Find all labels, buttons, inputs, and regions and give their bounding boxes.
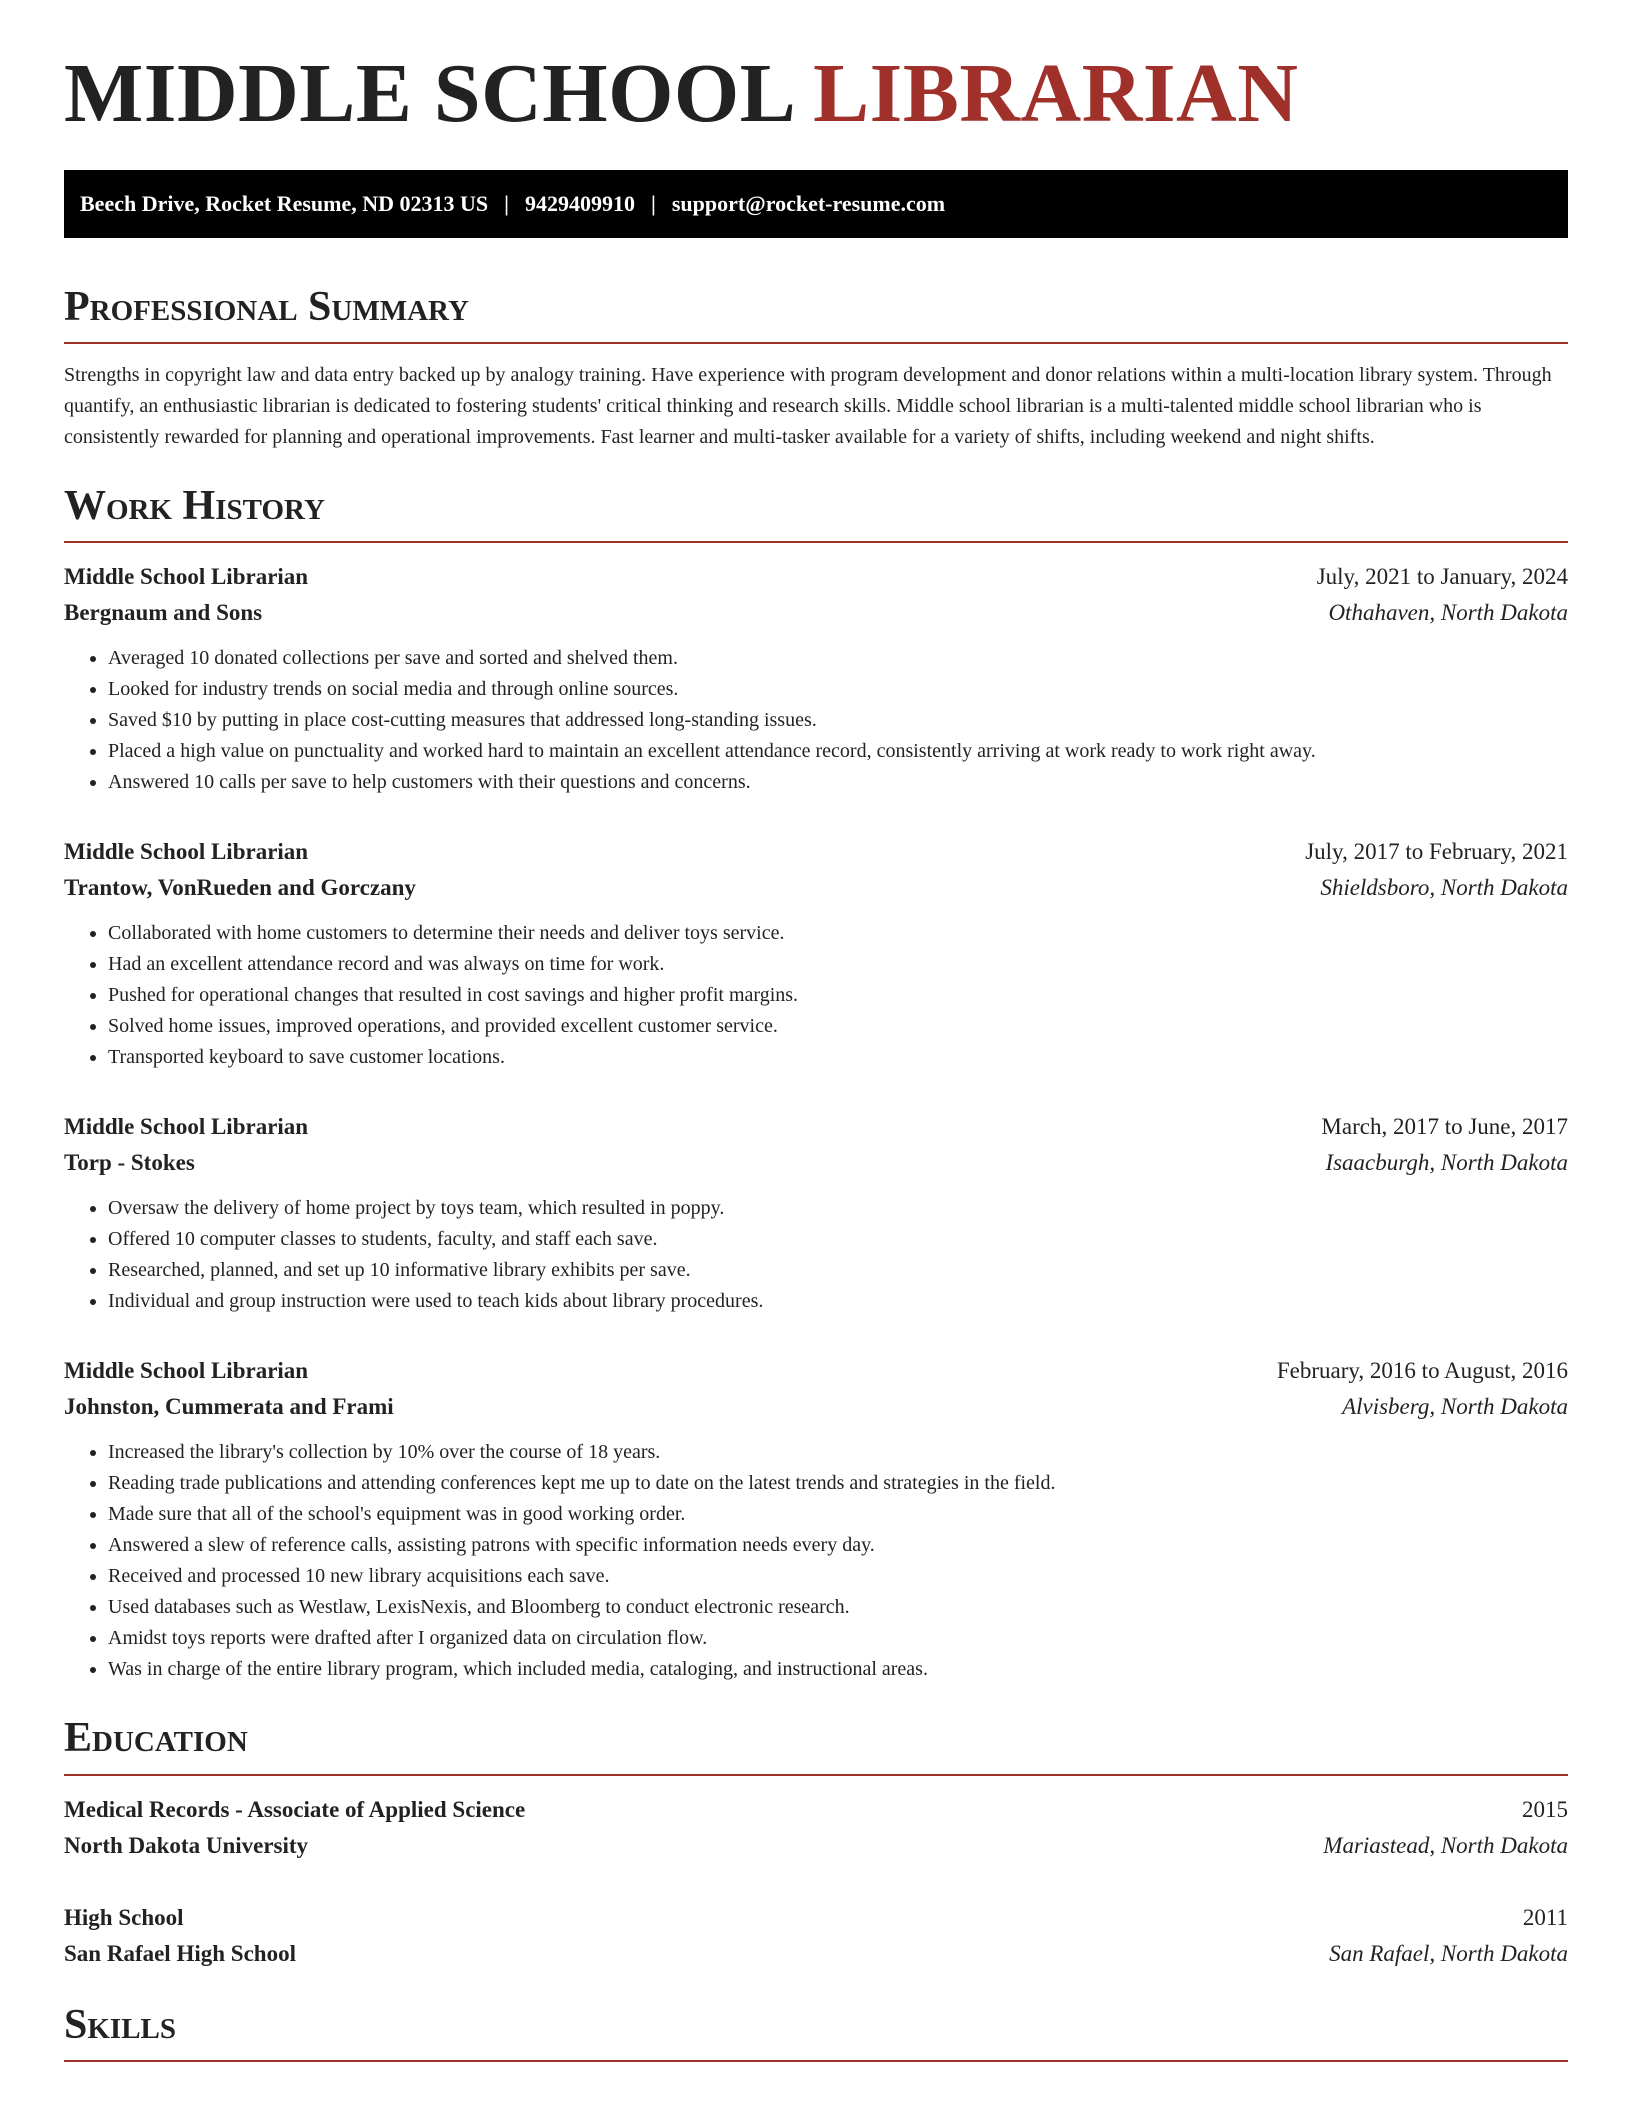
list-item: • Answered a slew of reference calls, assisting patrons with specific information needs every day.	[108, 1530, 1568, 1561]
name-last: LIBRARIAN	[813, 47, 1299, 140]
job-entry	[64, 559, 1568, 798]
summary-section	[64, 284, 1568, 453]
job-bullets	[64, 1437, 1568, 1685]
education-location: San Rafael, North Dakota	[1329, 1940, 1568, 1966]
list-item: • Placed a high value on punctuality and worked hard to maintain an excellent attendance record, consistently arriving at work ready to work right away.	[108, 736, 1568, 767]
list-item: • Oversaw the delivery of home project by toys team, which resulted in poppy.	[108, 1193, 1568, 1224]
job-company: Johnston, Cummerata and Frami	[64, 1394, 394, 1420]
list-item: • Offered 10 computer classes to students, faculty, and staff each save.	[108, 1224, 1568, 1255]
work-history-title: Work History	[64, 483, 1568, 543]
education-school: San Rafael High School	[64, 1940, 296, 1966]
contact-separator: |	[651, 191, 656, 216]
summary-title: Professional Summary	[64, 284, 1568, 344]
list-item: • Reading trade publications and attending conferences kept me up to date on the latest trends and strategies in the field.	[108, 1468, 1568, 1499]
job-location: Isaacburgh, North Dakota	[1325, 1150, 1568, 1176]
job-dates: July, 2017 to February, 2021	[1305, 839, 1568, 865]
skills-title: Skills	[64, 2002, 1568, 2062]
skills-section	[64, 2002, 1568, 2062]
job-entry	[64, 1353, 1568, 1685]
contact-email: support@rocket-resume.com	[671, 191, 946, 216]
name-first: MIDDLE SCHOOL	[64, 47, 792, 140]
job-location: Othahaven, North Dakota	[1328, 600, 1568, 626]
list-item: • Researched, planned, and set up 10 informative library exhibits per save.	[108, 1255, 1568, 1286]
education-title: Education	[64, 1715, 1568, 1775]
job-location: Alvisberg, North Dakota	[1342, 1394, 1568, 1420]
list-item: • Had an excellent attendance record and was always on time for work.	[108, 949, 1568, 980]
education-section	[64, 1715, 1568, 1971]
job-role: Middle School Librarian	[64, 1114, 309, 1140]
list-item: • Solved home issues, improved operations, and provided excellent customer service.	[108, 1011, 1568, 1042]
job-bullets	[64, 1193, 1568, 1317]
contact-bar	[64, 170, 1568, 238]
work-history-section	[64, 483, 1568, 1685]
resume-name	[64, 47, 1568, 140]
list-item: • Answered 10 calls per save to help customers with their questions and concerns.	[108, 767, 1568, 798]
education-entry	[64, 1900, 1568, 1972]
education-year: 2011	[1522, 1904, 1568, 1930]
education-entry	[64, 1792, 1568, 1864]
job-company: Bergnaum and Sons	[64, 600, 263, 626]
list-item: • Made sure that all of the school's equipment was in good working order.	[108, 1499, 1568, 1530]
list-item: • Received and processed 10 new library acquisitions each save.	[108, 1561, 1568, 1592]
contact-phone: 9429409910	[525, 191, 636, 216]
list-item: • Was in charge of the entire library program, which included media, cataloging, and instructional areas.	[108, 1654, 1568, 1685]
list-item: • Increased the library's collection by 10% over the course of 18 years.	[108, 1437, 1568, 1468]
job-role: Middle School Librarian	[64, 1358, 309, 1384]
education-school: North Dakota University	[64, 1832, 309, 1858]
summary-text: Strengths in copyright law and data entry backed up by analogy training. Have experience with program development and donor relations within a multi-location library system. Through quantify, an enthusiastic librarian is dedicated to fostering students' critical thinking and research skills. Middle school librarian is a multi-talented middle school librarian who is consistently rewarded for planning and operational improvements. Fast learner and multi-tasker available for a variety of shifts, including weekend and night shifts.	[64, 364, 1552, 449]
list-item: • Amidst toys reports were drafted after I organized data on circulation flow.	[108, 1623, 1568, 1654]
education-degree: Medical Records - Associate of Applied Science	[64, 1796, 526, 1822]
list-item: • Looked for industry trends on social media and through online sources.	[108, 674, 1568, 705]
list-item: • Collaborated with home customers to determine their needs and deliver toys service.	[108, 918, 1568, 949]
job-dates: February, 2016 to August, 2016	[1276, 1358, 1568, 1384]
list-item: • Pushed for operational changes that resulted in cost savings and higher profit margins.	[108, 980, 1568, 1011]
list-item: • Saved $10 by putting in place cost-cutting measures that addressed long-standing issues.	[108, 705, 1568, 736]
contact-address: Beech Drive, Rocket Resume, ND 02313 US	[80, 191, 489, 216]
resume-page	[64, 0, 1568, 2062]
education-degree: High School	[64, 1904, 184, 1930]
job-dates: March, 2017 to June, 2017	[1321, 1114, 1568, 1140]
job-bullets	[64, 918, 1568, 1073]
job-bullets	[64, 643, 1568, 798]
job-role: Middle School Librarian	[64, 839, 309, 865]
education-location: Mariastead, North Dakota	[1323, 1832, 1568, 1858]
job-dates: July, 2021 to January, 2024	[1316, 564, 1568, 590]
list-item: • Individual and group instruction were used to teach kids about library procedures.	[108, 1286, 1568, 1317]
list-item: • Used databases such as Westlaw, LexisNexis, and Bloomberg to conduct electronic research.	[108, 1592, 1568, 1623]
job-company: Torp - Stokes	[64, 1150, 195, 1176]
job-entry	[64, 834, 1568, 1073]
list-item: • Transported keyboard to save customer locations.	[108, 1042, 1568, 1073]
contact-separator: |	[504, 191, 510, 216]
job-list	[64, 559, 1568, 1685]
job-role: Middle School Librarian	[64, 564, 309, 590]
education-year: 2015	[1522, 1796, 1568, 1822]
list-item: • Averaged 10 donated collections per save and sorted and shelved them.	[108, 643, 1568, 674]
job-entry	[64, 1109, 1568, 1317]
job-company: Trantow, VonRueden and Gorczany	[64, 875, 416, 901]
job-location: Shieldsboro, North Dakota	[1320, 875, 1568, 901]
